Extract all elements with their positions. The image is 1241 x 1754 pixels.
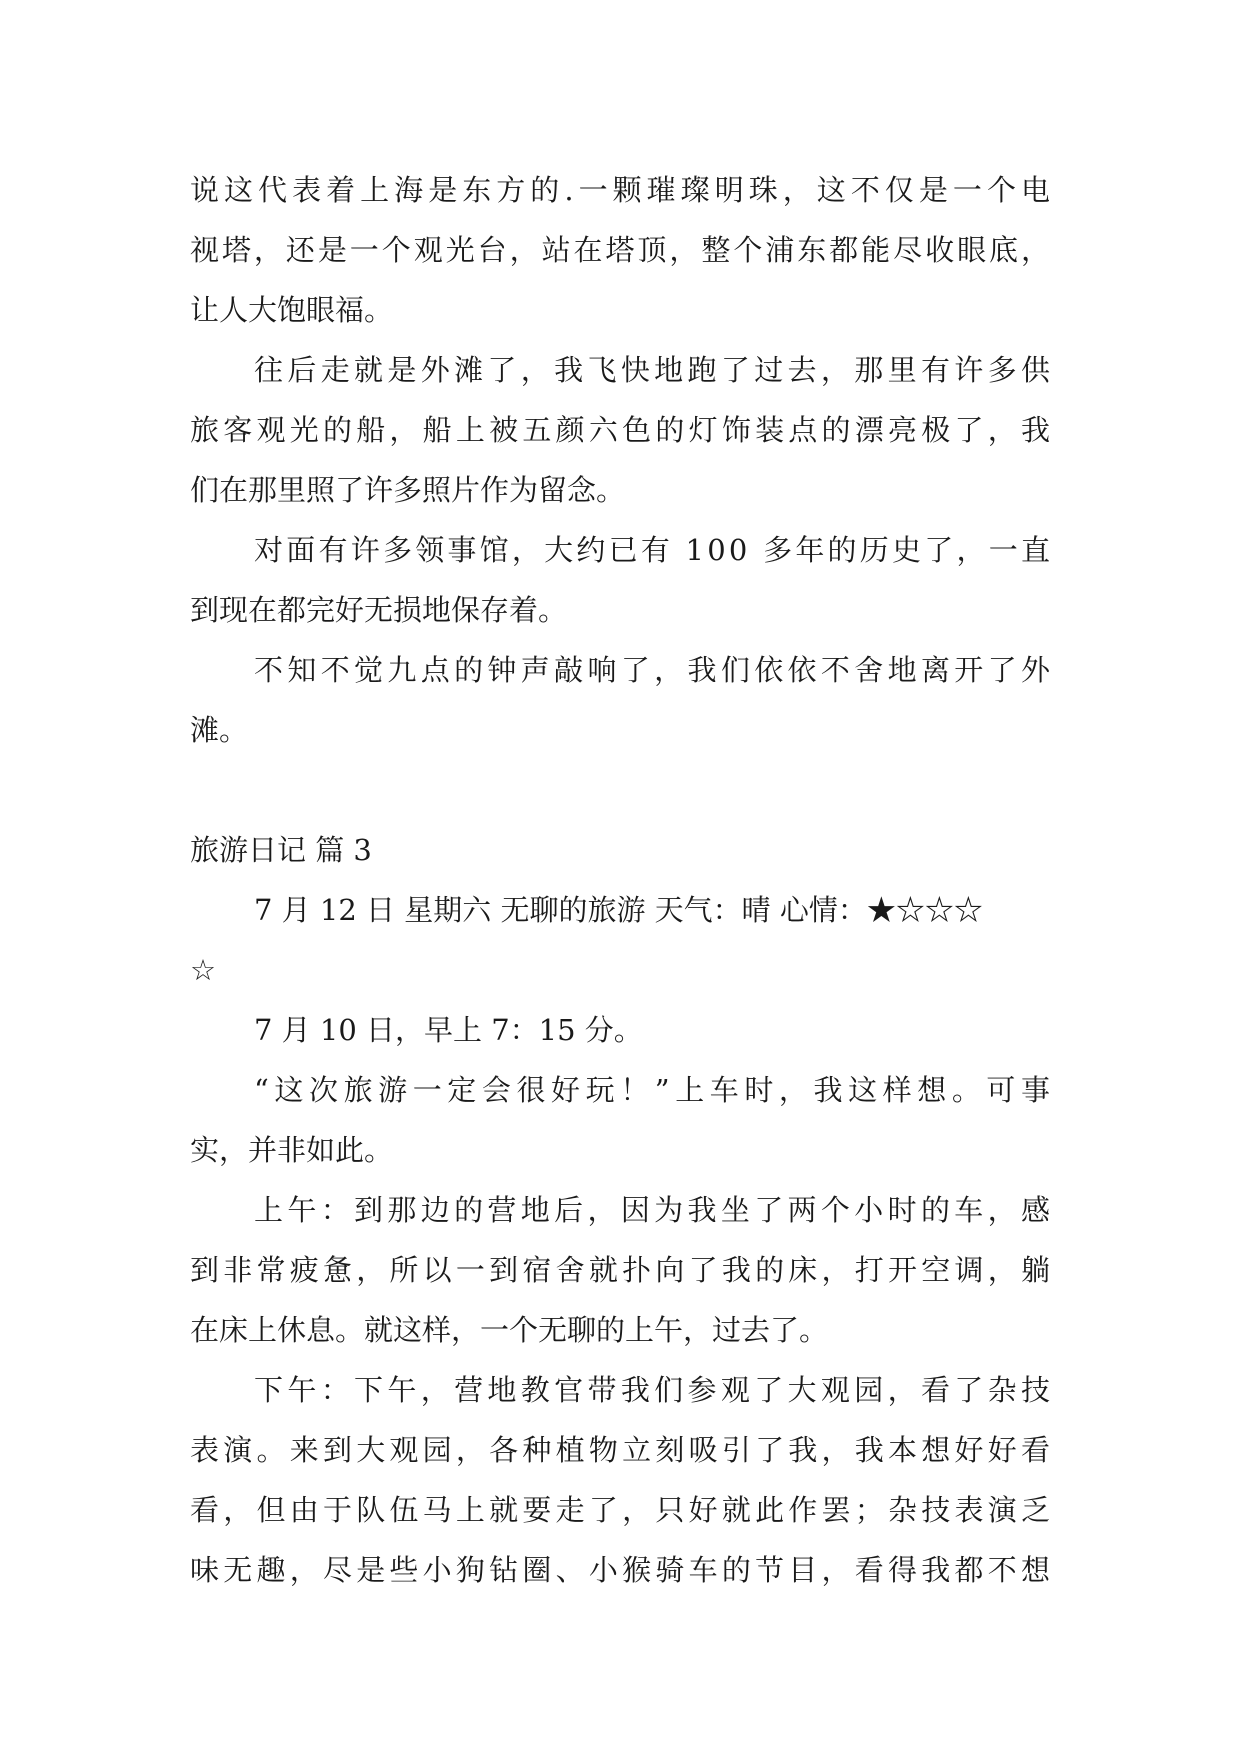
paragraph <box>190 1360 1055 1600</box>
paragraph <box>190 1000 1050 1060</box>
paragraph <box>190 1060 1056 1180</box>
paragraph <box>190 1180 1055 1360</box>
text-line: 7 月 10 日，早上 7：15 分。 <box>254 1013 643 1047</box>
text-line: 到现在都完好无损地保存着。 <box>190 593 568 627</box>
paragraph <box>190 640 1055 760</box>
section-heading: 旅游日记 篇 3 <box>190 833 372 867</box>
text-line: 往后走就是外滩了，我飞快地跑了过去，那里有许多供 <box>254 353 1055 387</box>
text-line: 上午：到那边的营地后，因为我坐了两个小时的车，感 <box>254 1193 1055 1227</box>
text-line: 对面有许多领事馆，大约已有 100 多年的历史了，一直 <box>254 533 1054 567</box>
text-line: 实，并非如此。 <box>190 1133 394 1167</box>
text-line: 味无趣，尽是些小狗钻圈、小猴骑车的节目，看得我都不想 <box>190 1553 1055 1587</box>
document-page <box>190 160 1056 1600</box>
text-line: 下午：下午，营地教官带我们参观了大观园，看了杂技 <box>254 1373 1055 1407</box>
paragraph <box>190 880 1050 1000</box>
text-line: 到非常疲惫，所以一到宿舍就扑向了我的床，打开空调，躺 <box>190 1253 1055 1287</box>
text-line: 视塔，还是一个观光台，站在塔顶，整个浦东都能尽收眼底， <box>190 233 1053 267</box>
section-gap <box>190 760 1050 820</box>
text-line: 们在那里照了许多照片作为留念。 <box>190 473 626 507</box>
paragraph <box>190 520 1054 640</box>
text-line: 7 月 12 日 星期六 无聊的旅游 天气：晴 心情：★☆☆☆ <box>254 893 983 927</box>
paragraph <box>190 160 1056 340</box>
paragraph <box>190 340 1055 520</box>
text-line: 让人大饱眼福。 <box>190 293 394 327</box>
text-line: 旅客观光的船，船上被五颜六色的灯饰装点的漂亮极了，我 <box>190 413 1055 447</box>
text-line: 表演。来到大观园，各种植物立刻吸引了我，我本想好好看 <box>190 1433 1055 1467</box>
text-line: 看，但由于队伍马上就要走了，只好就此作罢；杂技表演乏 <box>190 1493 1055 1527</box>
text-line: “这次旅游一定会很好玩！”上车时，我这样想。可事 <box>254 1073 1056 1107</box>
text-line: 在床上休息。就这样，一个无聊的上午，过去了。 <box>190 1313 829 1347</box>
text-line: 滩。 <box>190 713 249 747</box>
text-line: 不知不觉九点的钟声敲响了，我们依依不舍地离开了外 <box>254 653 1055 687</box>
text-line: ☆ <box>190 953 216 987</box>
text-line: 说这代表着上海是东方的.一颗璀璨明珠，这不仅是一个电 <box>190 173 1056 207</box>
